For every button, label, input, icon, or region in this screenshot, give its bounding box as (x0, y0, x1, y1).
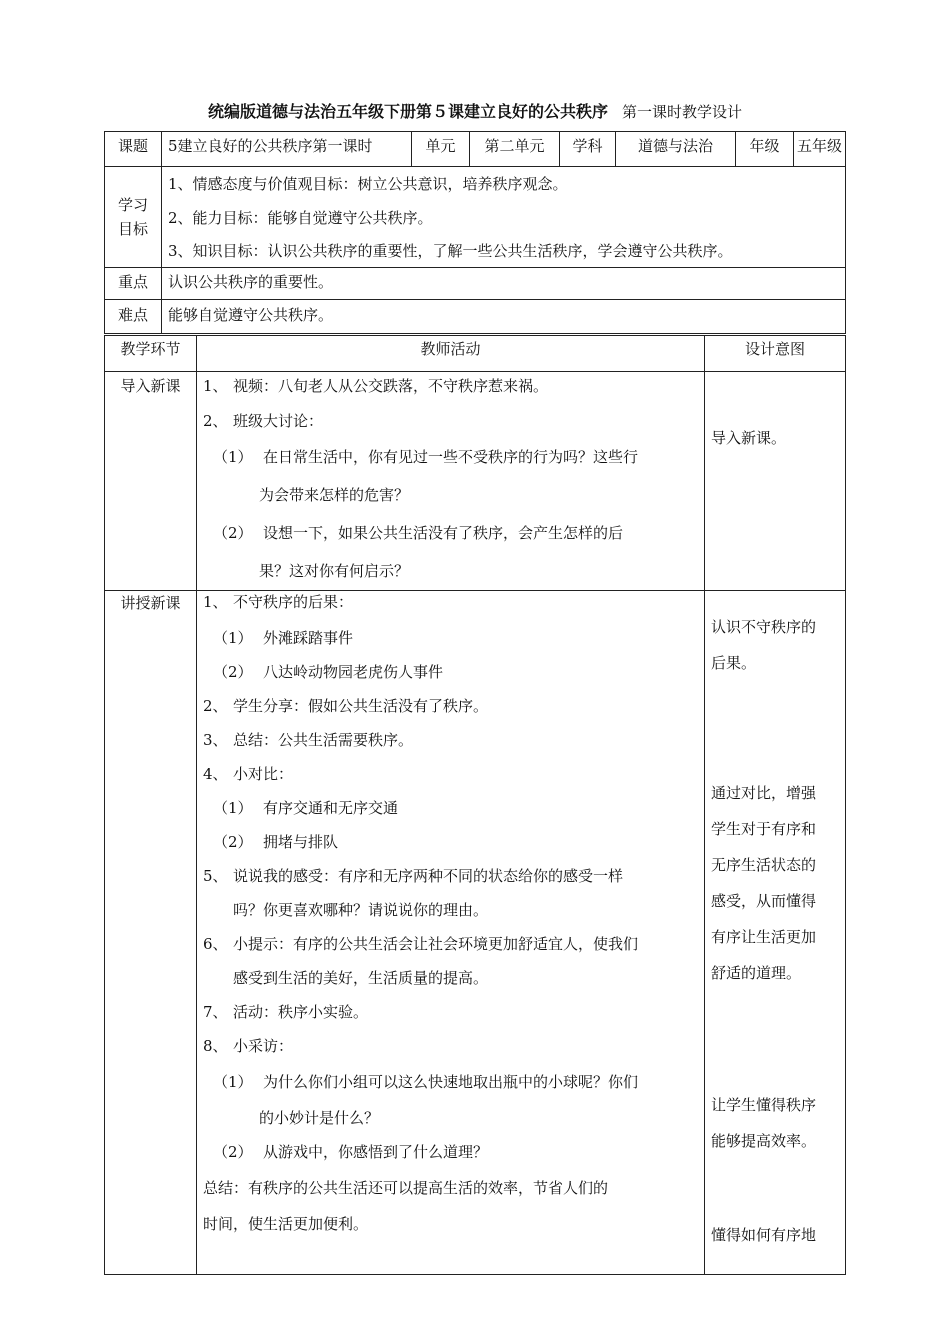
list-item-cont: 的小妙计是什么？ (259, 1109, 380, 1127)
list-item-cont: 感受到生活的美好，生活质量的提高。 (233, 969, 489, 987)
list-item-cont: 吗？你更喜欢哪种？请说说你的理由。 (233, 901, 489, 919)
subject-value: 道德与法治 (616, 132, 736, 167)
goal-item: 3、知识目标：认识公共秩序的重要性，了解一些公共生活秩序，学会遵守公共秩序。 (168, 242, 733, 260)
topic-label: 课题 (105, 132, 162, 167)
header-teacher: 教师活动 (197, 336, 705, 372)
title-main: 统编版道德与法治五年级下册第５课建立良好的公共秩序 (207, 102, 608, 121)
list-item: （1） 在日常生活中，你有见过一些不受秩序的行为吗？这些行 (213, 448, 639, 466)
list-item-cont: 为会带来怎样的危害？ (259, 486, 410, 504)
goal-item: 1、情感态度与价值观目标：树立公共意识，培养秩序观念。 (168, 175, 568, 193)
document-title (0, 99, 950, 122)
difficult-value: 能够自觉遵守公共秩序。 (162, 300, 846, 334)
intent-text: 懂得如何有序地 (711, 1226, 817, 1244)
list-item: （2） 设想一下，如果公共生活没有了秩序，会产生怎样的后 (213, 524, 624, 542)
process-table (104, 335, 846, 1275)
intent-text: 后果。 (711, 654, 757, 672)
list-item: 6、 小提示：有序的公共生活会让社会环境更加舒适宜人，使我们 (203, 935, 639, 953)
intent-text: 无序生活状态的 (711, 856, 817, 874)
header-stage: 教学环节 (105, 336, 197, 372)
goals-label: 学习目标 (105, 167, 162, 268)
unit-value: 第二单元 (470, 132, 560, 167)
list-item: 1、 不守秩序的后果： (203, 593, 354, 611)
list-item: （1） 为什么你们小组可以这么快速地取出瓶中的小球呢？你们 (213, 1073, 639, 1091)
list-item: 7、 活动：秩序小实验。 (203, 1003, 369, 1021)
list-item: （2） 八达岭动物园老虎伤人事件 (213, 663, 444, 681)
list-item: 2、 班级大讨论： (203, 412, 324, 430)
subject-label: 学科 (560, 132, 616, 167)
grade-label: 年级 (736, 132, 794, 167)
list-item-cont: 时间，使生活更加便利。 (203, 1215, 369, 1233)
list-item: （2） 拥堵与排队 (213, 833, 339, 851)
intro-activities (197, 372, 705, 591)
goals-list (162, 167, 846, 268)
intent-text: 能够提高效率。 (711, 1132, 817, 1150)
key-label: 重点 (105, 268, 162, 300)
intent-text: 感受，从而懂得 (711, 892, 817, 910)
header-intent: 设计意图 (705, 336, 846, 372)
list-item: （2） 从游戏中，你感悟到了什么道理？ (213, 1143, 489, 1161)
key-value: 认识公共秩序的重要性。 (162, 268, 846, 300)
list-item: 8、 小采访： (203, 1037, 294, 1055)
info-table (104, 131, 846, 334)
intent-text: 认识不守秩序的 (711, 618, 817, 636)
list-item: 4、 小对比： (203, 765, 294, 783)
difficult-label: 难点 (105, 300, 162, 334)
list-item: 总结：有秩序的公共生活还可以提高生活的效率，节省人们的 (203, 1179, 609, 1197)
teach-stage: 讲授新课 (105, 591, 197, 1275)
list-item: （1） 外滩踩踏事件 (213, 629, 354, 647)
intent-text: 舒适的道理。 (711, 964, 802, 982)
grade-value: 五年级 (794, 132, 846, 167)
list-item: 5、 说说我的感受：有序和无序两种不同的状态给你的感受一样 (203, 867, 624, 885)
intro-stage: 导入新课 (105, 372, 197, 591)
intent-text: 学生对于有序和 (711, 820, 817, 838)
intent-text: 通过对比，增强 (711, 784, 817, 802)
list-item: 1、 视频：八旬老人从公交跌落，不守秩序惹来祸。 (203, 377, 549, 395)
intent-text: 有序让生活更加 (711, 928, 817, 946)
list-item: （1） 有序交通和无序交通 (213, 799, 399, 817)
teach-intent (705, 591, 846, 1275)
topic-value: 5建立良好的公共秩序第一课时 (162, 132, 412, 167)
intent-text: 让学生懂得秩序 (711, 1096, 817, 1114)
title-sub: 第一课时教学设计 (622, 103, 743, 121)
unit-label: 单元 (412, 132, 470, 167)
goal-item: 2、能力目标：能够自觉遵守公共秩序。 (168, 209, 433, 227)
list-item: 3、 总结：公共生活需要秩序。 (203, 731, 414, 749)
list-item: 2、 学生分享：假如公共生活没有了秩序。 (203, 697, 489, 715)
list-item-cont: 果？这对你有何启示？ (259, 562, 410, 580)
intro-intent: 导入新课。 (705, 372, 846, 591)
teach-activities (197, 591, 705, 1275)
